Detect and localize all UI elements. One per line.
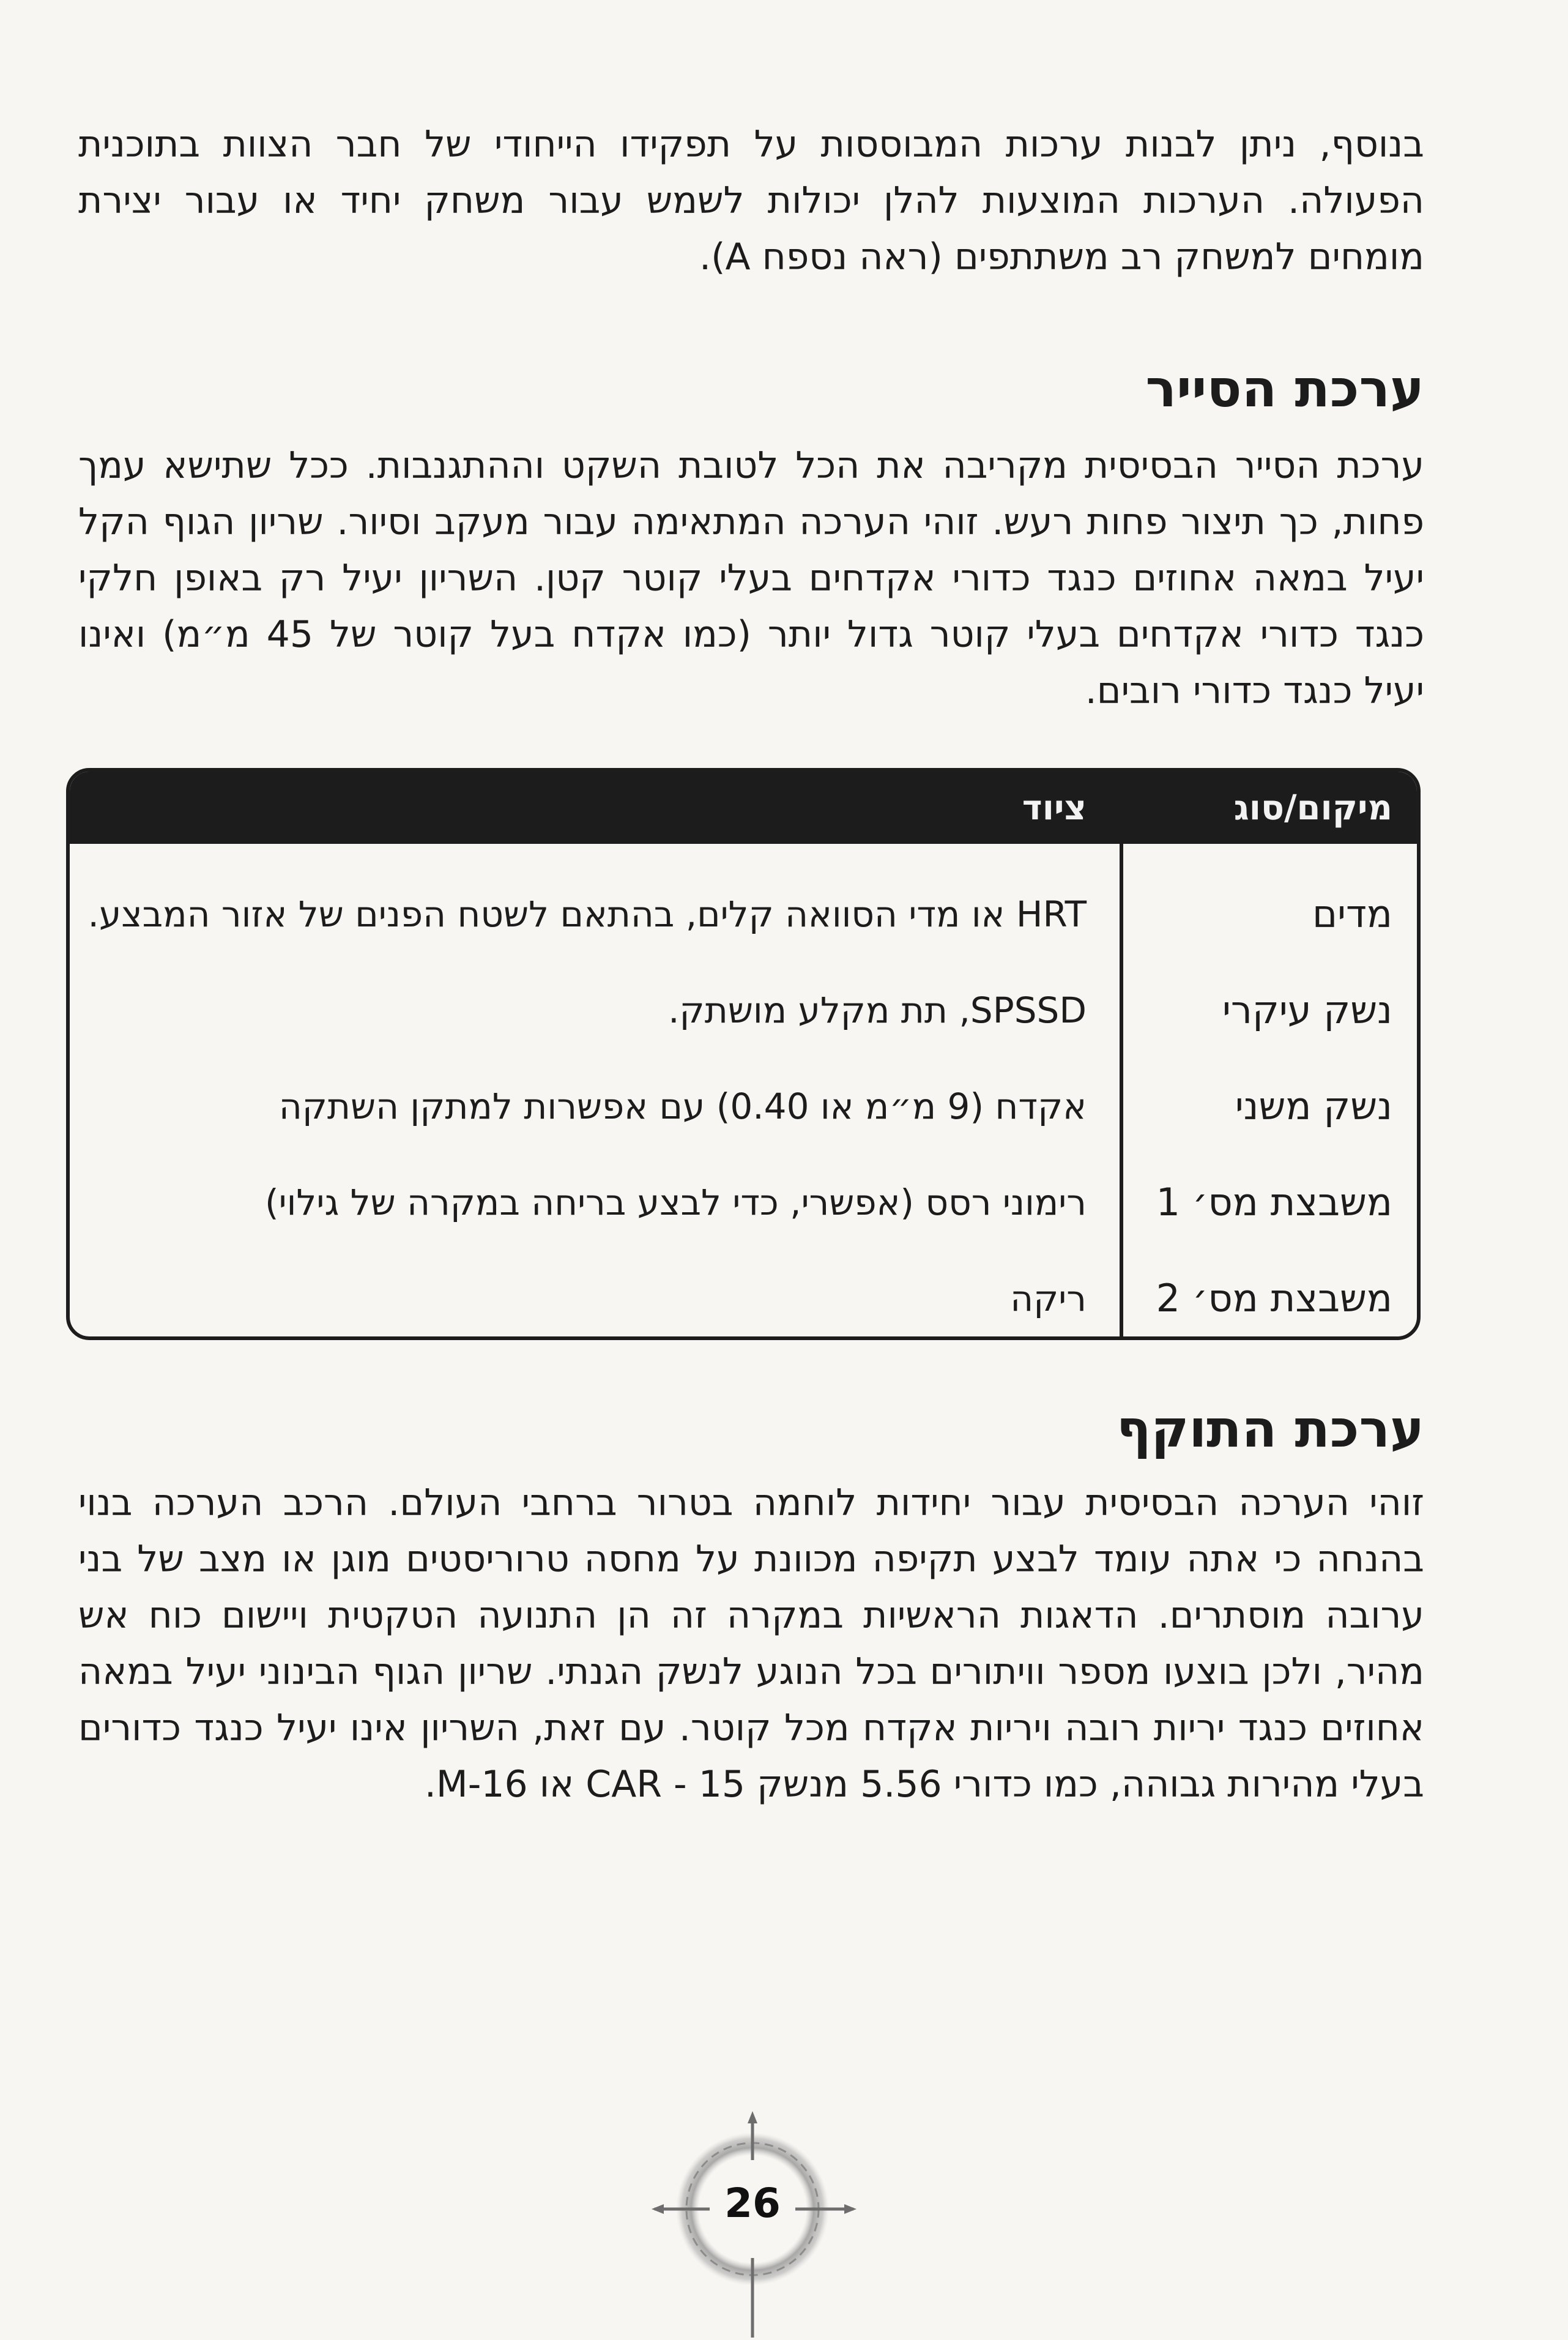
table-row: [70, 866, 1417, 962]
table-row: [70, 1058, 1417, 1154]
row-gear: רימוני רסס (אפשרי, כדי לבצע בריחה במקרה של גילוי): [264, 1181, 1087, 1223]
row-type: מדים: [1312, 892, 1392, 936]
row-gear: SPSSD, תת מקלע מושתק.: [668, 989, 1087, 1031]
row-gear: HRT או מדי הסוואה קלים, בהתאם לשטח הפנים של אזור המבצע.: [87, 893, 1087, 935]
header-type: מיקום/סוג: [1233, 788, 1392, 828]
page-number: 26: [724, 2179, 781, 2227]
row-type: משבצת מס׳ 1: [1156, 1180, 1392, 1224]
column-divider: [1120, 844, 1123, 1340]
table-row: [70, 1250, 1417, 1340]
row-type: נשק משני: [1235, 1084, 1392, 1128]
assault-kit-paragraph: זוהי הערכה הבסיסית עבור יחידות לוחמה בטרור ברחבי העולם. הרכב הערכה בנוי בהנחה כי אתה עומד לבצע תקיפה מכוונת על מחסה טרוריסטים מוגן או מצב של בני ערובה מוסתרים. הדאגות הראשיות במקרה זה הן התנועה הטקטית ויישום כוח אש מהיר, ולכן בוצעו מספר וויתורים בכל הנוגע לנשק הגנתי. שריון הגוף הבינוני יעיל במאה אחוזים כנגד יריות רובה ויריות אקדח מכל קוטר. עם זאת, השריון אינו יעיל כנגד כדורים בעלי מהירות גבוהה, כמו כדורי 5.56 מנשק CAR - 15 או M-16.: [78, 1481, 1424, 1806]
header-gear: ציוד: [1022, 788, 1087, 828]
intro-paragraph: בנוסף, ניתן לבנות ערכות המבוססות על תפקידו הייחודי של חבר הצוות בתוכנית הפעולה. הערכות המוצעות להלן יכולות לשמש עבור משחק יחיד או עבור יצירת מומחים למשחק רב משתתפים (ראה נספח A).: [78, 123, 1424, 278]
table-row: [70, 962, 1417, 1058]
row-type: משבצת מס׳ 2: [1156, 1276, 1392, 1321]
row-gear: אקדח (9 מ״מ או 0.40) עם אפשרות למתקן השתקה: [278, 1085, 1087, 1127]
assault-kit-heading: ערכת התוקף: [1116, 1399, 1424, 1459]
row-type: נשק עיקרי: [1222, 988, 1392, 1032]
scout-kit-paragraph: ערכת הסייר הבסיסית מקריבה את הכל לטובת השקט וההתגנבות. ככל שתישא עמך פחות, כך תיצור פחות רעש. זוהי הערכה המתאימה עבור מעקב וסיור. שריון הגוף הקל יעיל במאה אחוזים כנגד כדורי אקדחים בעלי קוטר קטן. השריון יעיל רק באופן חלקי כנגד כדורי אקדחים בעלי קוטר גדול יותר (כמו אקדח בעל קוטר של 45 מ״מ) ואינו יעיל כנגד כדורי רובים.: [78, 444, 1424, 712]
row-gear: ריקה: [1010, 1277, 1087, 1319]
scout-loadout-table: [66, 768, 1421, 1340]
table-body: [70, 844, 1417, 1340]
table-header: [70, 772, 1417, 844]
scout-kit-heading: ערכת הסייר: [1145, 359, 1424, 419]
table-row: [70, 1154, 1417, 1250]
page-number-mark: [642, 2105, 863, 2338]
